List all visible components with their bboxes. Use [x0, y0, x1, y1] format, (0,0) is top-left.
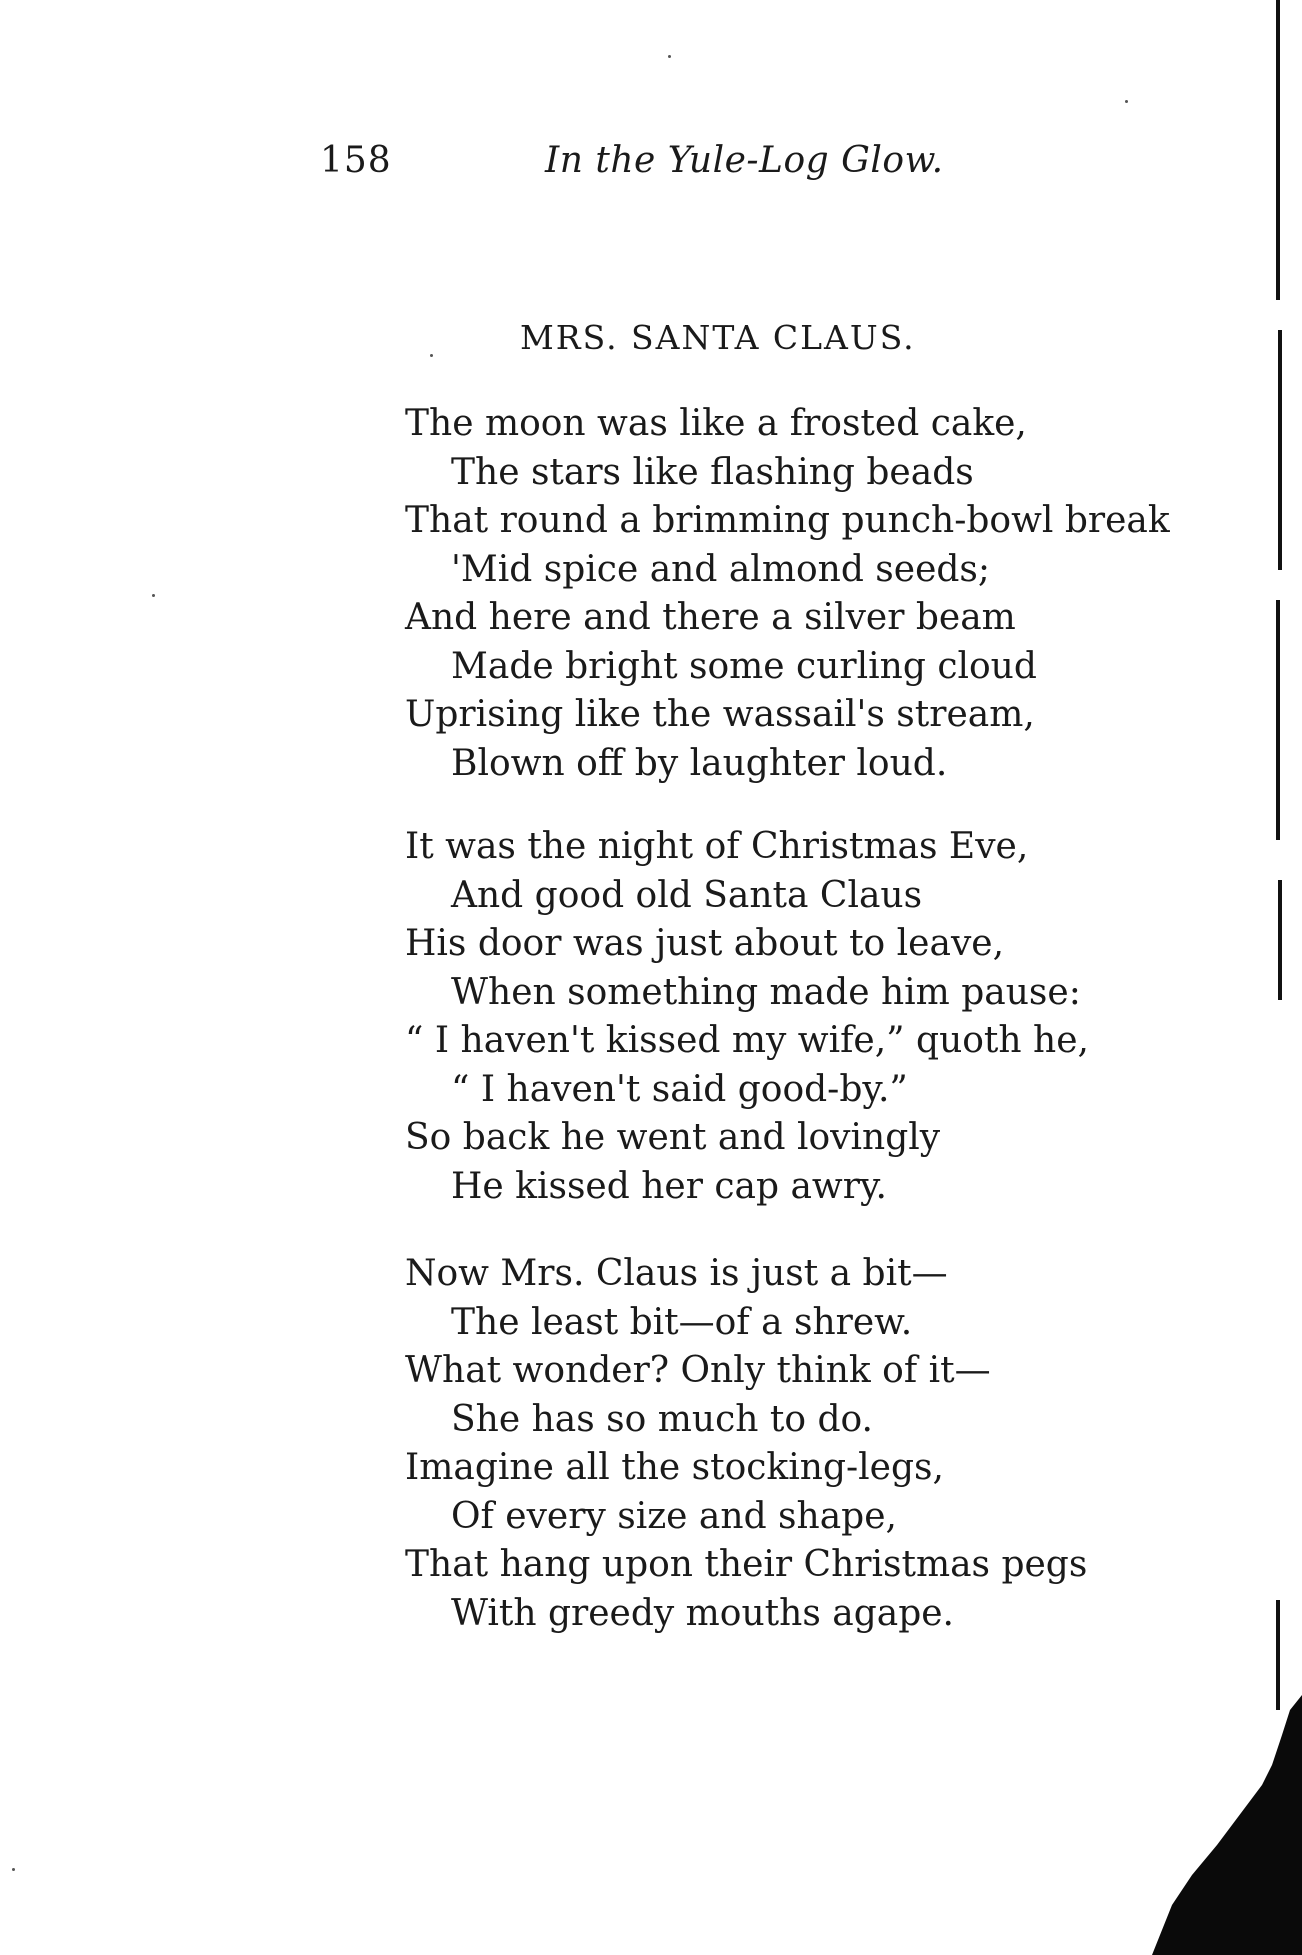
poem-line: He kissed her cap awry.	[451, 1165, 887, 1207]
running-title: In the Yule-Log Glow.	[545, 140, 944, 181]
poem-line: And good old Santa Claus	[451, 874, 923, 916]
scan-shadow-blot	[1132, 1695, 1302, 1955]
poem-line: That hang upon their Christmas pegs	[405, 1544, 1088, 1585]
poem-line: It was the night of Christmas Eve,	[405, 826, 1029, 867]
poem-line: The moon was like a frosted cake,	[405, 403, 1027, 444]
poem-line: That round a brimming punch-bowl break	[405, 500, 1170, 541]
stanza-1	[405, 400, 1205, 788]
poem-line: Of every size and shape,	[451, 1495, 897, 1537]
scan-edge-mark	[1276, 0, 1280, 300]
scan-speck	[1125, 100, 1128, 103]
poem-line: The least bit—of a shrew.	[451, 1301, 913, 1343]
poem-line: What wonder? Only think of it—	[405, 1350, 991, 1391]
scan-speck	[152, 594, 155, 597]
page-header	[320, 140, 960, 190]
poem-title: MRS. SANTA CLAUS.	[520, 318, 916, 357]
scan-speck	[430, 354, 433, 357]
stanza-2	[405, 823, 1205, 1211]
poem-line: When something made him pause:	[451, 971, 1081, 1013]
poem-line: She has so much to do.	[451, 1398, 873, 1440]
poem-line: “ I haven't kissed my wife,” quoth he,	[405, 1020, 1089, 1061]
scan-edge-mark	[1276, 1600, 1280, 1710]
scan-edge-mark	[1278, 880, 1282, 1000]
poem-line: “ I haven't said good-by.”	[451, 1068, 908, 1110]
poem-line: So back he went and lovingly	[405, 1117, 941, 1158]
poem-line: Imagine all the stocking-legs,	[405, 1447, 944, 1488]
stanza-3	[405, 1250, 1205, 1638]
scan-speck	[668, 55, 671, 58]
poem-line: Uprising like the wassail's stream,	[405, 694, 1035, 735]
poem-line: 'Mid spice and almond seeds;	[451, 548, 991, 590]
scan-speck	[12, 1868, 15, 1871]
poem-line: His door was just about to leave,	[405, 923, 1005, 964]
scan-edge-mark	[1278, 330, 1282, 570]
scan-edge-mark	[1276, 600, 1280, 840]
poem-line: Made bright some curling cloud	[451, 645, 1037, 687]
poem-line: The stars like flashing beads	[451, 451, 974, 493]
poem-line: Now Mrs. Claus is just a bit—	[405, 1253, 948, 1294]
page-number: 158	[320, 140, 392, 181]
poem-line: With greedy mouths agape.	[451, 1592, 954, 1634]
poem-line: Blown off by laughter loud.	[451, 742, 948, 784]
poem-line: And here and there a silver beam	[405, 597, 1016, 638]
